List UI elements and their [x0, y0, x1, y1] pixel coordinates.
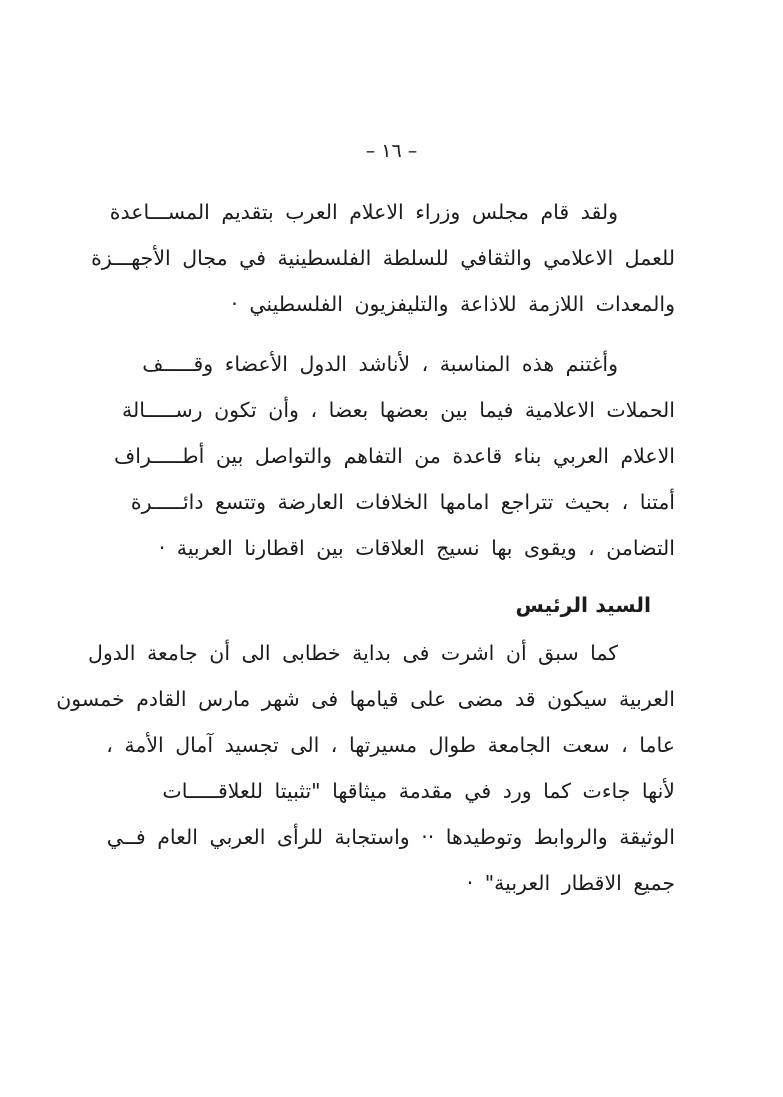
text-line: والمعدات اللازمة للاذاعة والتليفزيون الفلسطيني · — [231, 292, 675, 316]
text-line: التضامن ، ويقوى بها نسيج العلاقات بين اقطارنا العربية · — [158, 536, 675, 560]
section-heading-mr-president: السيد الرئيس — [515, 593, 651, 617]
page-number: – ١٦ – — [365, 140, 418, 162]
text-line: الحملات الاعلامية فيما بين بعضها بعضا ، وأن تكون رســـــالة — [121, 398, 675, 422]
text-line: لأنها جاءت كما ورد في مقدمة ميثاقها "تثبيتا للعلاقـــــات — [162, 779, 675, 803]
text-line: جميع الاقطار العربية" · — [466, 871, 675, 895]
text-line: كما سبق أن اشرت فى بداية خطابى الى أن جامعة الدول — [87, 641, 618, 665]
text-line: الوثيقة والروابط وتوطيدها ·· واستجابة للرأى العربي العام فــي — [106, 825, 675, 849]
text-line: عاما ، سعت الجامعة طوال مسيرتها ، الى تجسيد آمال الأمة ، — [106, 733, 675, 757]
paragraph-aid-to-palestinian-authority — [85, 189, 675, 327]
text-line: ولقد قام مجلس وزراء الاعلام العرب بتقديم المســـاعدة — [109, 200, 618, 224]
text-line: وأغتنم هذه المناسبة ، لأناشد الدول الأعضاء وقـــــف — [142, 352, 618, 376]
text-line: العربية سيكون قد مضى على قيامها فى شهر مارس القادم خمسون — [56, 687, 675, 711]
paragraph-arab-league-fiftieth — [56, 630, 675, 906]
text-line: للعمل الاعلامي والثقافي للسلطة الفلسطينية في مجال الأجهـــزة — [91, 246, 675, 270]
text-line: أمتنا ، بحيث تتراجع امامها الخلافات العارضة وتتسع دائـــــرة — [130, 490, 675, 514]
text-line: الاعلام العربي بناء قاعدة من التفاهم والتواصل بين أطـــــراف — [114, 444, 675, 468]
paragraph-appeal-to-member-states — [85, 341, 675, 571]
